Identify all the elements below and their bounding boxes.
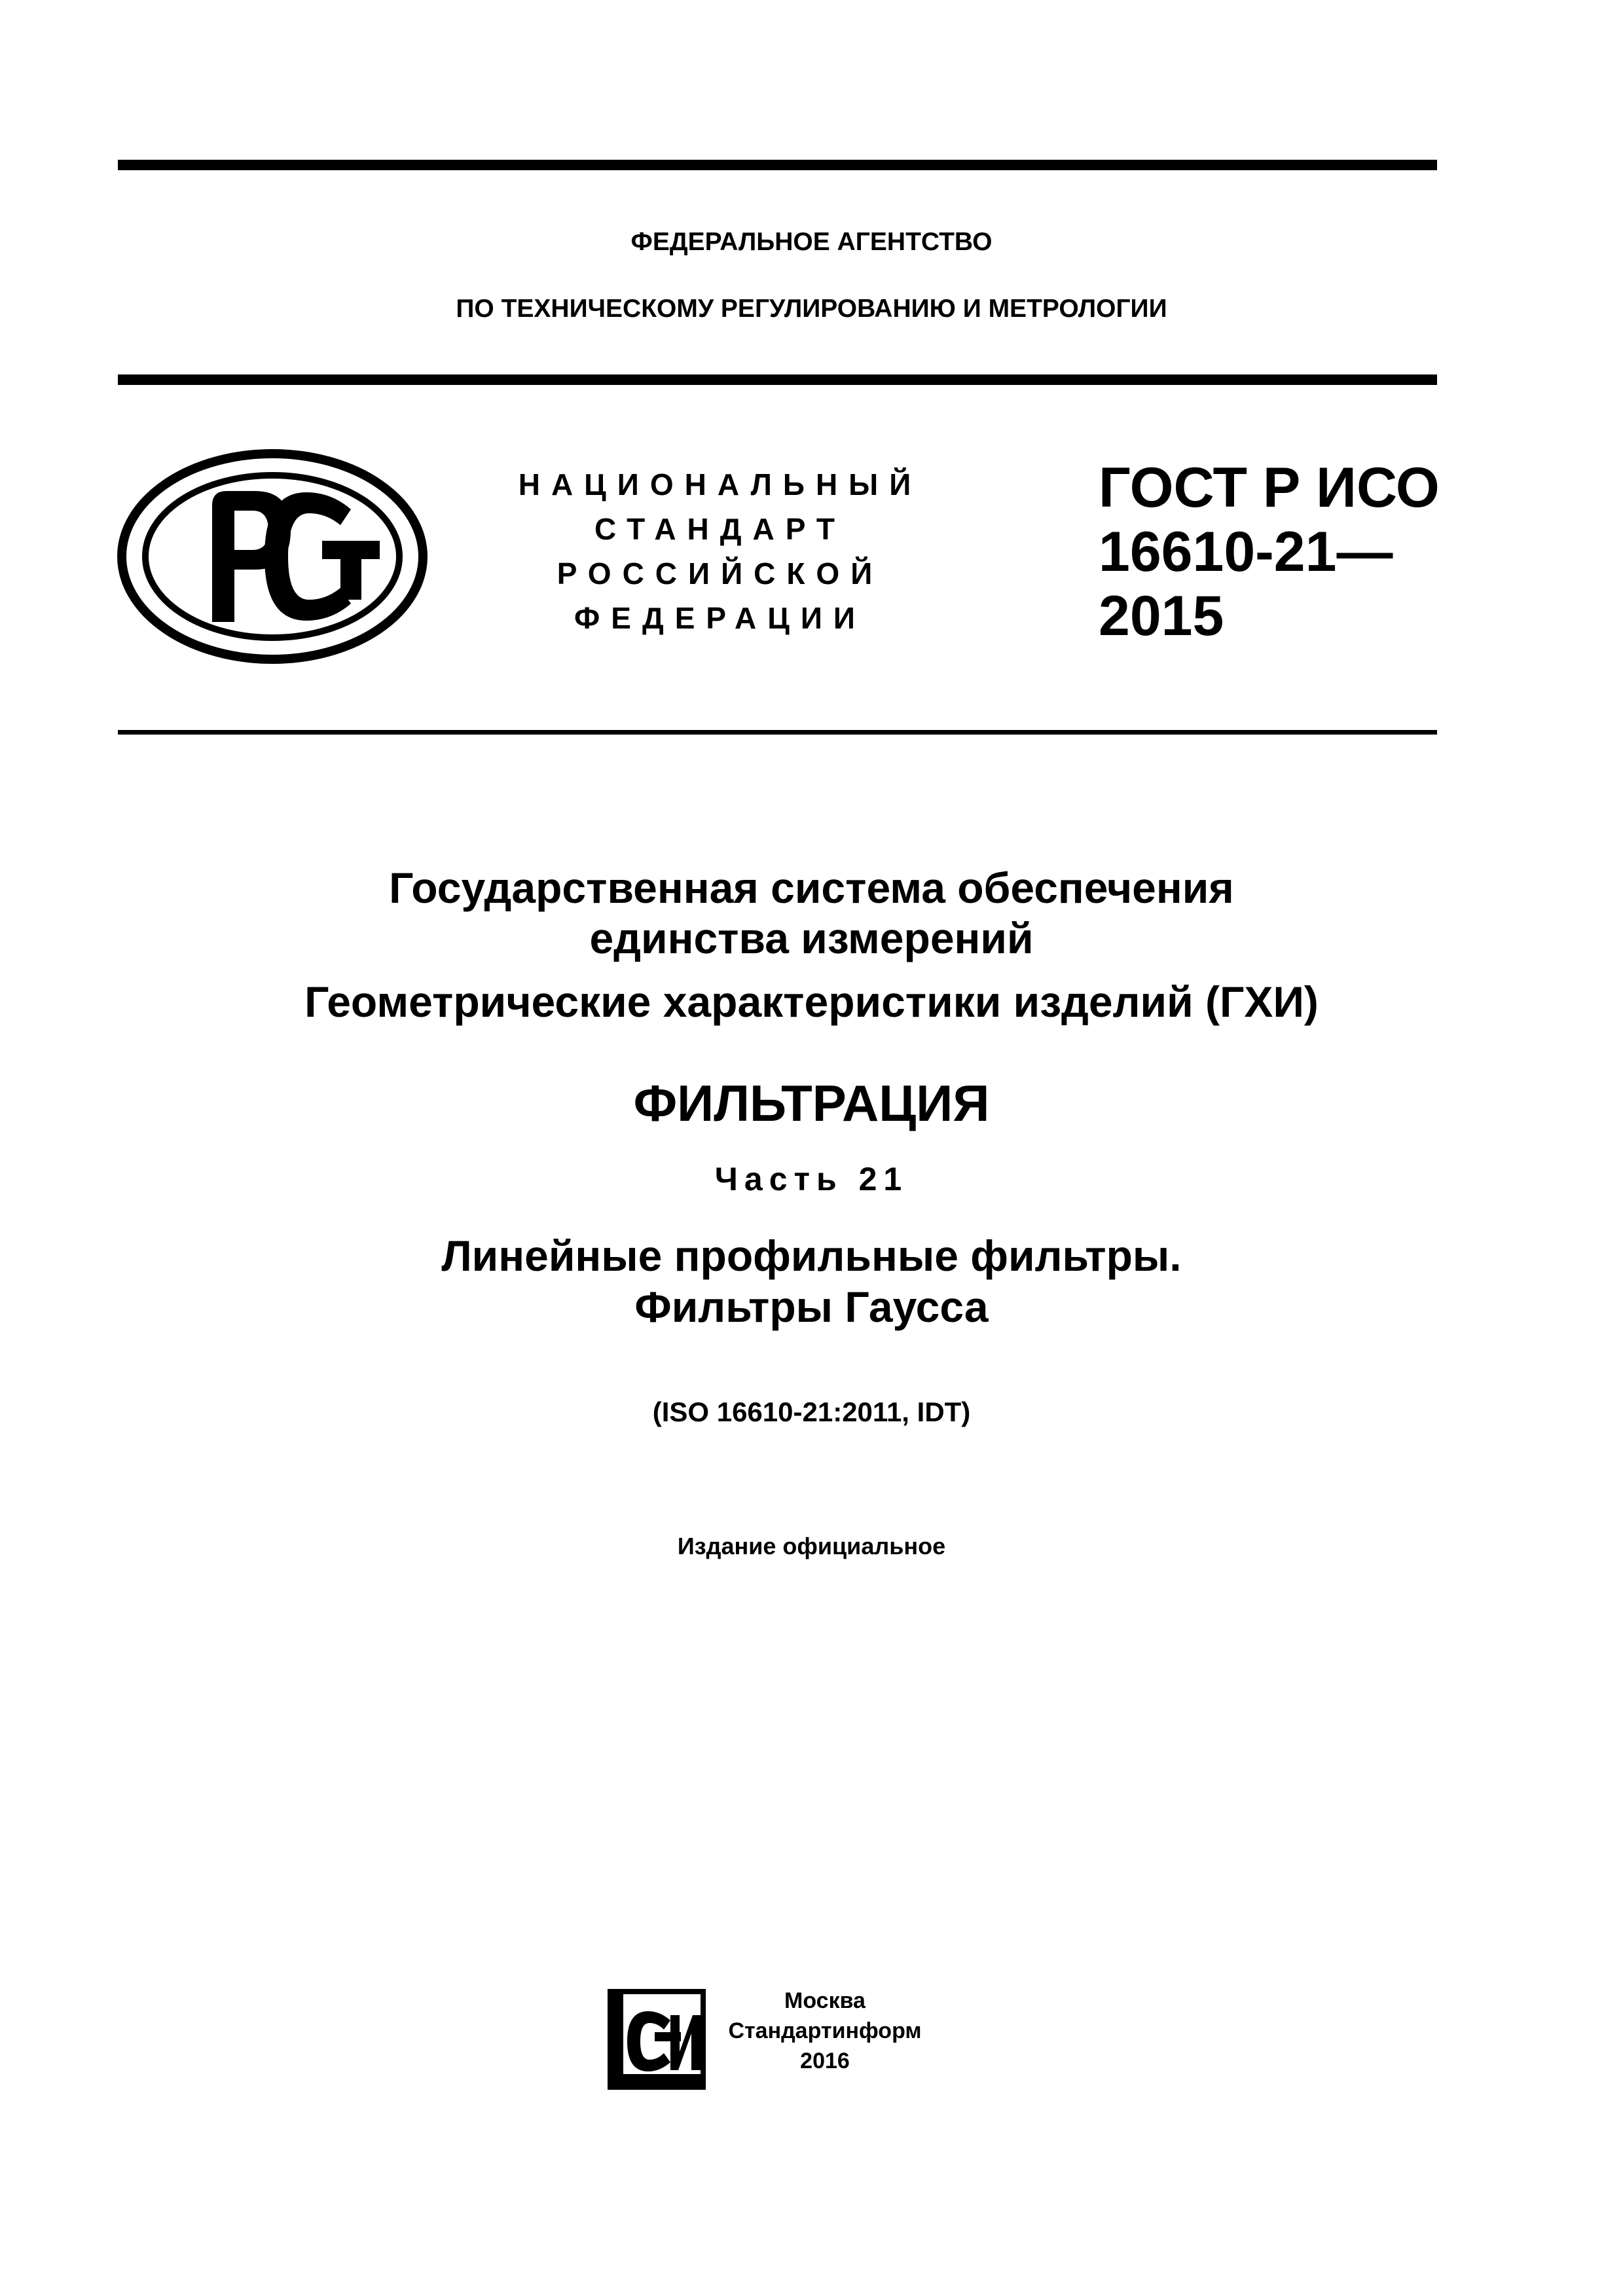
top-rule: [118, 160, 1437, 170]
national-standard-line-1: НАЦИОНАЛЬНЫЙ: [518, 467, 922, 501]
title-line-2: единства измерений: [589, 914, 1034, 962]
main-title: ФИЛЬТРАЦИЯ: [633, 1074, 990, 1132]
national-standard-line-4: ФЕДЕРАЦИИ: [574, 601, 866, 635]
part-label: Часть 21: [714, 1161, 909, 1197]
rst-gost-mark-icon: [115, 445, 429, 668]
rst-letters: [212, 491, 380, 622]
standard-designation: [1099, 456, 1440, 648]
agency-name-line-2: ПО ТЕХНИЧЕСКОМУ РЕГУЛИРОВАНИЮ И МЕТРОЛОГИИ: [456, 295, 1167, 323]
edition-label: Издание официальное: [677, 1533, 946, 1559]
subtitle-line-1: Линейные профильные фильтры.: [441, 1231, 1182, 1280]
title-line-3: Геометрические характеристики изделий (ГХИ): [304, 977, 1319, 1026]
header-rule: [118, 374, 1437, 385]
national-standard-label: [504, 462, 936, 640]
national-standard-line-3: РОССИЙСКОЙ: [556, 556, 884, 591]
national-standard-line-2: СТАНДАРТ: [594, 512, 846, 546]
designation-line-2: 16610-21—: [1099, 520, 1393, 583]
designation-rule: [118, 730, 1437, 735]
agency-name-line-1: ФЕДЕРАЛЬНОЕ АГЕНТСТВО: [630, 228, 993, 256]
designation-line-3: 2015: [1099, 585, 1224, 647]
publisher-name: Стандартинформ: [728, 2018, 922, 2043]
publisher-city: Москва: [784, 1988, 866, 2013]
publisher-block: [727, 1986, 923, 2076]
designation-line-1: ГОСТ Р ИСО: [1099, 456, 1440, 519]
standartinform-logo-icon: [608, 1989, 706, 2090]
publisher-year: 2016: [800, 2049, 850, 2073]
title-line-1: Государственная система обеспечения: [389, 864, 1234, 912]
subtitle-line-2: Фильтры Гаусса: [634, 1283, 989, 1331]
iso-reference: (ISO 16610-21:2011, IDT): [652, 1396, 971, 1427]
